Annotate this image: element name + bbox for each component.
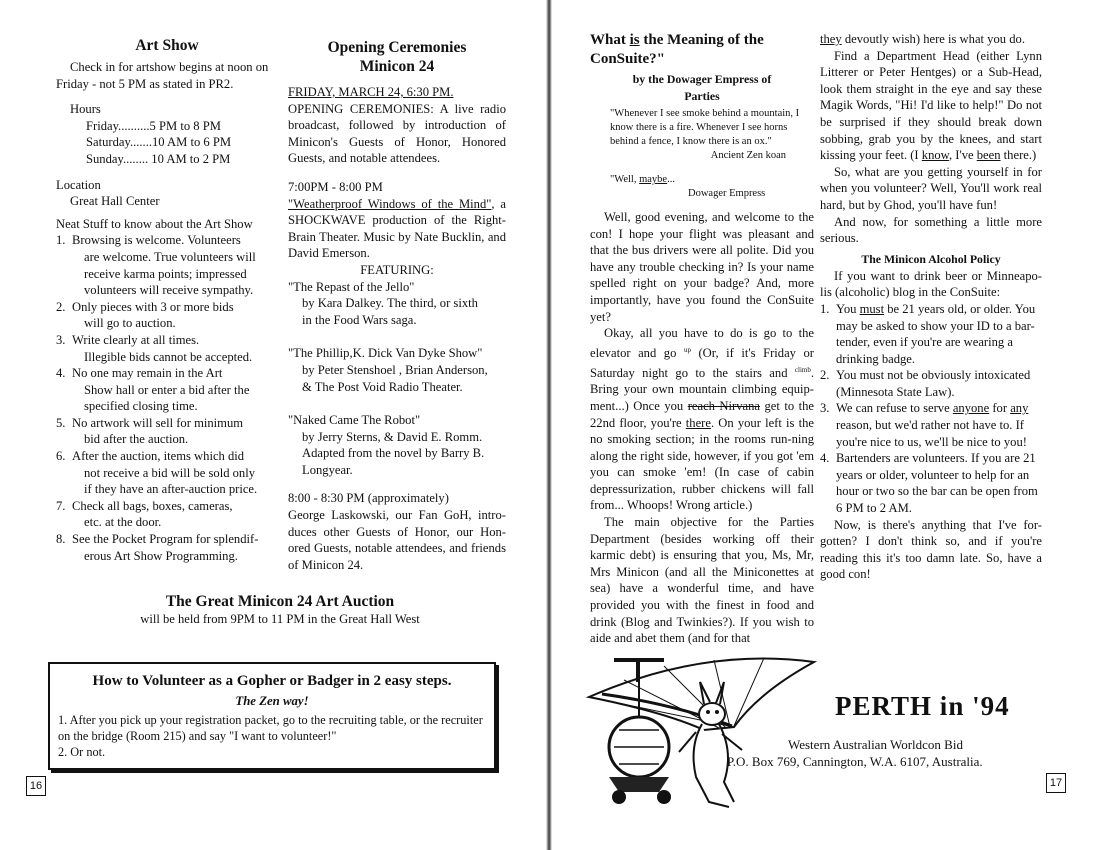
para-2-climb: climb: [794, 365, 811, 374]
art-show-rules-list: [56, 232, 278, 564]
quote-2-part-a: "Well,: [610, 174, 640, 185]
para-2-part-a: Okay, all you have to do is go to the elevator and go: [590, 326, 814, 360]
rule-line: Write clearly at all times.: [72, 332, 200, 347]
page-number-16: 16: [26, 776, 46, 796]
opening-ceremonies-column: [288, 38, 506, 573]
show-description: , a SHOCKWAVE production of the Right-Brain Theater. Music by Nate Bucklin, and David Emerson.: [288, 196, 506, 261]
consuite-para-2: [590, 325, 814, 514]
opening-time-2-desc: George Laskowski, our Fan GoH, intro-duces other Guests of Honor, our Hon-ored Guests, notable attendees, and friends of Minicon 24.: [288, 508, 506, 572]
rule-number: 7.: [56, 498, 66, 513]
opening-title-1: Opening Ceremonies: [327, 39, 467, 56]
art-show-title: Art Show: [135, 37, 199, 54]
art-show-rule: [56, 365, 278, 415]
alcohol-rule-1: 1. You must be 21 years old, or older. You may be asked to show your ID to a bar-tender, even if you're are wearing a drinking badge.: [820, 301, 1036, 366]
featuring-label: FEATURING:: [360, 262, 434, 277]
para-3-main: The main objective for the Parties Department (besides working off their karmic debt) is ensuring that you, Ms, Mr, Mrs Minicon (and all the Miniconettes at sea) have a wonderful time, and have provided you with the finest in food and drink (Blog and Twinkies?). If you wish to aide and abet them (and for that: [590, 515, 814, 646]
rule-3-anyone: anyone: [952, 401, 990, 416]
rule-line: erous Art Show Programming.: [84, 548, 238, 563]
art-show-rule: [56, 232, 278, 298]
para-3-end: devoutly wish) here is what you do.: [841, 32, 1025, 46]
rule-number: 8.: [56, 532, 66, 547]
para-4-part-b: , I've: [948, 148, 977, 163]
hours-label: Hours: [70, 102, 101, 117]
page-number-17: 17: [1046, 773, 1066, 793]
hang-glider-kangaroo-illustration: [584, 652, 874, 812]
byline-1: by the Dowager Empress of: [632, 72, 772, 86]
rule-number: 4.: [56, 366, 66, 381]
auction-section: [60, 592, 500, 628]
art-show-rule: [56, 299, 278, 332]
rule-1-part-a: You: [836, 301, 860, 316]
quote-2-attribution: Dowager Empress: [688, 188, 766, 199]
rule-number: 5.: [56, 415, 66, 430]
consuite-title-part-b: is: [629, 32, 640, 48]
rule-line: Browsing is welcome. Volunteers: [72, 233, 241, 248]
rule-3-part-b: for: [989, 401, 1011, 416]
rule-line: not receive a bid will be sold only: [84, 465, 256, 480]
volunteer-subtitle: The Zen way!: [235, 694, 309, 708]
quote-1: "Whenever I see smoke behind a mountain, I know there is a fire. Whenever I see horns behind a fence, I know there is an ox.": [610, 108, 800, 147]
rule-line: Illegible bids cannot be accepted.: [84, 349, 253, 364]
perth-in-94-title: PERTH in '94: [835, 691, 1010, 721]
auction-description: will be held from 9PM to 11 PM in the Great Hall West: [140, 612, 420, 626]
rule-line: will go to auction.: [84, 316, 176, 331]
rule-line: After the auction, items which did: [72, 449, 245, 464]
checkin-line-2: Friday - not 5 PM as stated in PR2.: [56, 76, 234, 91]
hours-sunday: Sunday........ 10 AM to 2 PM: [86, 151, 231, 166]
left-page: [0, 0, 548, 850]
para-2-part-b: (Or, if it's Friday or Saturday night go to the stairs and: [590, 345, 814, 380]
rule-number: 6.: [56, 449, 66, 464]
rule-3-any: any: [1010, 401, 1029, 416]
feature-3-line-3: Longyear.: [302, 462, 353, 477]
volunteer-step-2: 2. Or not.: [58, 745, 106, 759]
rule-number: 1.: [56, 233, 66, 248]
location-value: Great Hall Center: [70, 194, 160, 209]
consuite-para-5: So, what are you getting yourself in for when you volunteer? Well, You'll work real hard, but by Ghod, you'll have fun!: [820, 164, 1042, 212]
rule-2-text: You must not be obviously intoxicated (Minnesota State Law).: [836, 368, 1031, 399]
para-3-they: they: [820, 32, 842, 46]
para-2-up: up: [683, 345, 691, 354]
art-show-column: [56, 36, 278, 564]
quote-2: [590, 173, 814, 187]
rule-line: if they have an after-auction price.: [84, 482, 258, 497]
quote-2-part-b: maybe: [639, 174, 668, 185]
opening-time-2: 8:00 - 8:30 PM (approximately): [288, 491, 449, 506]
rule-line: specified closing time.: [84, 399, 198, 414]
rule-number: 2.: [56, 299, 66, 314]
feature-3-line-1: by Jerry Sterns, & David E. Romm.: [302, 429, 483, 444]
para-2-part-e: . On your left is the no smoking section; in the rooms run-ning along the right side, however, if you got 'em you can smoke 'em! (In case of cabin depressurization, rubber chickens will fall from... Whoops! Wrong article.): [590, 415, 815, 513]
consuite-para-1: Well, good evening, and welcome to the con! I hope your flight was pleasant and that the bus drivers were all polite. Did you have any trouble checking in? Is your name spelled right on your badge? And, more importantly, have you found the ConSuite yet?: [590, 210, 814, 324]
rule-4-text: Bartenders are volunteers. If you are 21 years or older, volunteer to help for an hour or two so the bar can be open from 6 PM to 2 AM.: [836, 451, 1038, 516]
art-show-rule: [56, 332, 278, 365]
para-2-strike: reach Nirvana: [687, 398, 760, 413]
consuite-column: [590, 31, 814, 647]
rule-3-part-c: reason, but we'd rather not have to. If you're nice to us, we'll be nice to you!: [836, 418, 1027, 449]
para-4-been: been: [976, 148, 1001, 163]
checkin-line-1: Check in for artshow begins at noon on: [70, 60, 269, 74]
rule-line: Show hall or enter a bid after the: [84, 382, 250, 397]
hours-friday: Friday..........5 PM to 8 PM: [86, 118, 221, 133]
alcohol-rule-3: 3. We can refuse to serve anyone for any reason, but we'd rather not have to. If you're nice to us, we'll be nice to you!: [820, 401, 1029, 449]
para-2-part-d: get to the 22nd floor, you're: [590, 398, 814, 430]
perth-ad-line-1: Western Australian Worldcon Bid: [788, 737, 963, 752]
consuite-para-3: [590, 514, 814, 647]
rule-line: Only pieces with 3 or more bids: [72, 299, 234, 314]
alcohol-rules-list: [820, 301, 1042, 517]
volunteer-title: How to Volunteer as a Gopher or Badger in 2 easy steps.: [92, 673, 452, 689]
rule-1-must: must: [859, 301, 885, 316]
neat-stuff-heading: Neat Stuff to know about the Art Show: [56, 216, 253, 231]
feature-1-title: "The Repast of the Jello": [288, 279, 415, 294]
para-2-part-c: . Bring your own mountain climbing equip-ment...) Once you: [590, 365, 814, 413]
feature-2-line-1: by Peter Stenshoel , Brian Anderson,: [302, 362, 488, 377]
feature-2-line-2: & The Post Void Radio Theater.: [302, 379, 463, 394]
alcohol-rule-4: 4. Bartenders are volunteers. If you are 21 years or older, volunteer to help for an hour or two so the bar can be open from 6 PM to 2 AM.: [820, 451, 1038, 516]
rule-line: Check all bags, boxes, cameras,: [72, 498, 233, 513]
volunteer-box: [48, 662, 496, 770]
rule-line: No one may remain in the Art: [72, 366, 223, 381]
para-2-there: there: [685, 415, 711, 430]
rule-line: are welcome. True volunteers will: [84, 249, 256, 264]
rule-1-part-b: be 21 years old, or older. You may be asked to show your ID to a bar-tender, even if you're are wearing a drinking badge.: [836, 301, 1036, 366]
perth-ad-line-2: P.O. Box 769, Cannington, W.A. 6107, Australia.: [727, 754, 983, 769]
alcohol-policy-title: The Minicon Alcohol Policy: [861, 251, 1001, 266]
location-label: Location: [56, 177, 101, 192]
consuite-title-part-c: the Meaning of the: [639, 32, 764, 48]
opening-title-2: Minicon 24: [359, 58, 435, 75]
para-4-part-a: Find a Department Head (either Lynn Litterer or Peter Hentges) or a Sub-Head, look them straight in the eye and say these Magik Words, "Hi! I'd like to help!" Do not be surprised if they should break down sobbing, grab you by the knees, and start kissing your feet. (I: [820, 48, 1042, 163]
auction-title: The Great Minicon 24 Art Auction: [165, 593, 395, 610]
feature-2-title: "The Phillip,K. Dick Van Dyke Show": [288, 346, 483, 361]
rule-line: etc. at the door.: [84, 515, 162, 530]
art-show-rule: [56, 415, 278, 448]
feature-3-title: "Naked Came The Robot": [288, 413, 421, 428]
right-page: [552, 0, 1100, 850]
byline-2: Parties: [684, 89, 720, 103]
rule-line: See the Pocket Program for splendif-: [72, 532, 259, 547]
opening-date: FRIDAY, MARCH 24, 6:30 PM.: [288, 85, 454, 99]
feature-1-line-2: in the Food Wars saga.: [302, 312, 417, 327]
para-4-know: know: [921, 148, 949, 163]
hours-saturday: Saturday.......10 AM to 6 PM: [86, 135, 232, 150]
art-show-rule: [56, 448, 278, 498]
volunteer-step-1: 1. After you pick up your registration packet, go to the recruiting table, or the recruiter on the bridge (Room 215) and say "I want to volunteer!": [58, 713, 483, 743]
rule-line: volunteers will receive sympathy.: [84, 283, 254, 298]
opening-intro: OPENING CEREMONIES: A live radio broadcast, followed by introduction of Minicon's Guests of Honor, Honored Guests, and notable attendees.: [288, 101, 506, 166]
quote-2-part-c: ...: [667, 174, 675, 185]
alcohol-closing: Now, is there's anything that I've for-gotten? I don't think so, and if you're reading this it's too damn late. So, have a good con!: [820, 517, 1042, 582]
rule-3-part-a: We can refuse to serve: [836, 401, 953, 416]
rule-number: 3.: [56, 332, 66, 347]
feature-1-line-1: by Kara Dalkey. The third, or sixth: [302, 296, 478, 311]
consuite-para-6: And now, for something a little more serious.: [820, 214, 1042, 246]
feature-3-line-2: Adapted from the novel by Barry B.: [302, 446, 485, 461]
consuite-title-1: [590, 31, 814, 50]
consuite-title-2: ConSuite?": [590, 51, 666, 67]
art-show-rule: [56, 498, 278, 531]
show-title: "Weatherproof Windows of the Mind": [288, 196, 492, 211]
alcohol-rule-2: 2. You must not be obviously intoxicated (Minnesota State Law).: [820, 368, 1031, 399]
rule-line: receive karma points; impressed: [84, 266, 247, 281]
alcohol-intro: If you want to drink beer or Minneapo-lis (alcoholic) blog in the ConSuite:: [820, 268, 1042, 300]
opening-time-1: 7:00PM - 8:00 PM: [288, 179, 383, 194]
consuite-para-4: [820, 48, 1042, 164]
rule-line: bid after the auction.: [84, 432, 189, 447]
consuite-column-2: [820, 31, 1042, 583]
para-4-part-c: there.): [1000, 148, 1037, 163]
art-show-rule: [56, 531, 278, 564]
rule-line: No artwork will sell for minimum: [72, 415, 244, 430]
quote-1-attribution: Ancient Zen koan: [710, 150, 786, 161]
consuite-title-part-a: What: [590, 32, 630, 48]
consuite-para-3-cont: [820, 31, 1042, 48]
